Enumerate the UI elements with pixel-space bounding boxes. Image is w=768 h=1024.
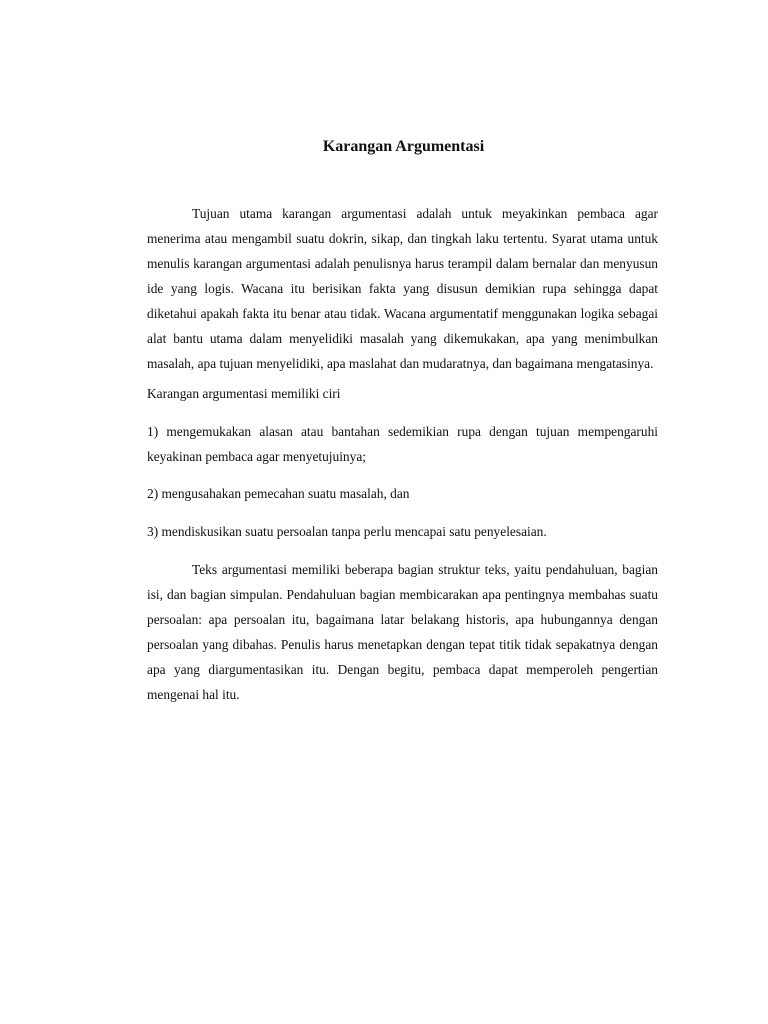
paragraph-structure: Teks argumentasi memiliki beberapa bagian struktur teks, yaitu pendahuluan, bagian isi, dan bagian simpulan. Pendahuluan bagian membicarakan apa pentingnya membahas suatu persoalan: apa persoalan itu, bagaimana latar belakang historis, apa hubungannya dengan persoalan yang dibahas. Penulis harus menetapkan dengan tepat titik tidak sepakatnya dengan apa yang diargumentasikan itu. Dengan begitu, pembaca dapat memperoleh pengertian mengenai hal itu. bbox=[147, 562, 658, 702]
list-item-feature-1: 1) mengemukakan alasan atau bantahan sedemikian rupa dengan tujuan mempengaruhi keyakinan pembaca agar menyetujuinya; bbox=[147, 424, 658, 464]
document-body bbox=[147, 137, 658, 707]
list-item-feature-2: 2) mengusahakan pemecahan suatu masalah, dan bbox=[147, 486, 410, 501]
document-title: Karangan Argumentasi bbox=[322, 138, 485, 155]
paragraph-intro: Tujuan utama karangan argumentasi adalah untuk meyakinkan pembaca agar menerima atau mengambil suatu dokrin, sikap, dan tingkah laku tertentu. Syarat utama untuk menulis karangan argumentasi adalah penulisnya harus terampil dalam bernalar dan menyusun ide yang logis. Wacana itu berisikan fakta yang disusun demikian rupa sehingga dapat diketahui apakah fakta itu benar atau tidak. Wacana argumentatif menggunakan logika sebagai alat bantu utama dalam menyelidiki masalah yang dikemukakan, apa yang menimbulkan masalah, apa tujuan menyelidiki, apa maslahat dan mudaratnya, dan bagaimana mengatasinya. bbox=[147, 206, 658, 371]
list-item-feature-3: 3) mendiskusikan suatu persoalan tanpa perlu mencapai satu penyelesaian. bbox=[147, 524, 547, 539]
paragraph-features-heading: Karangan argumentasi memiliki ciri bbox=[147, 386, 341, 401]
